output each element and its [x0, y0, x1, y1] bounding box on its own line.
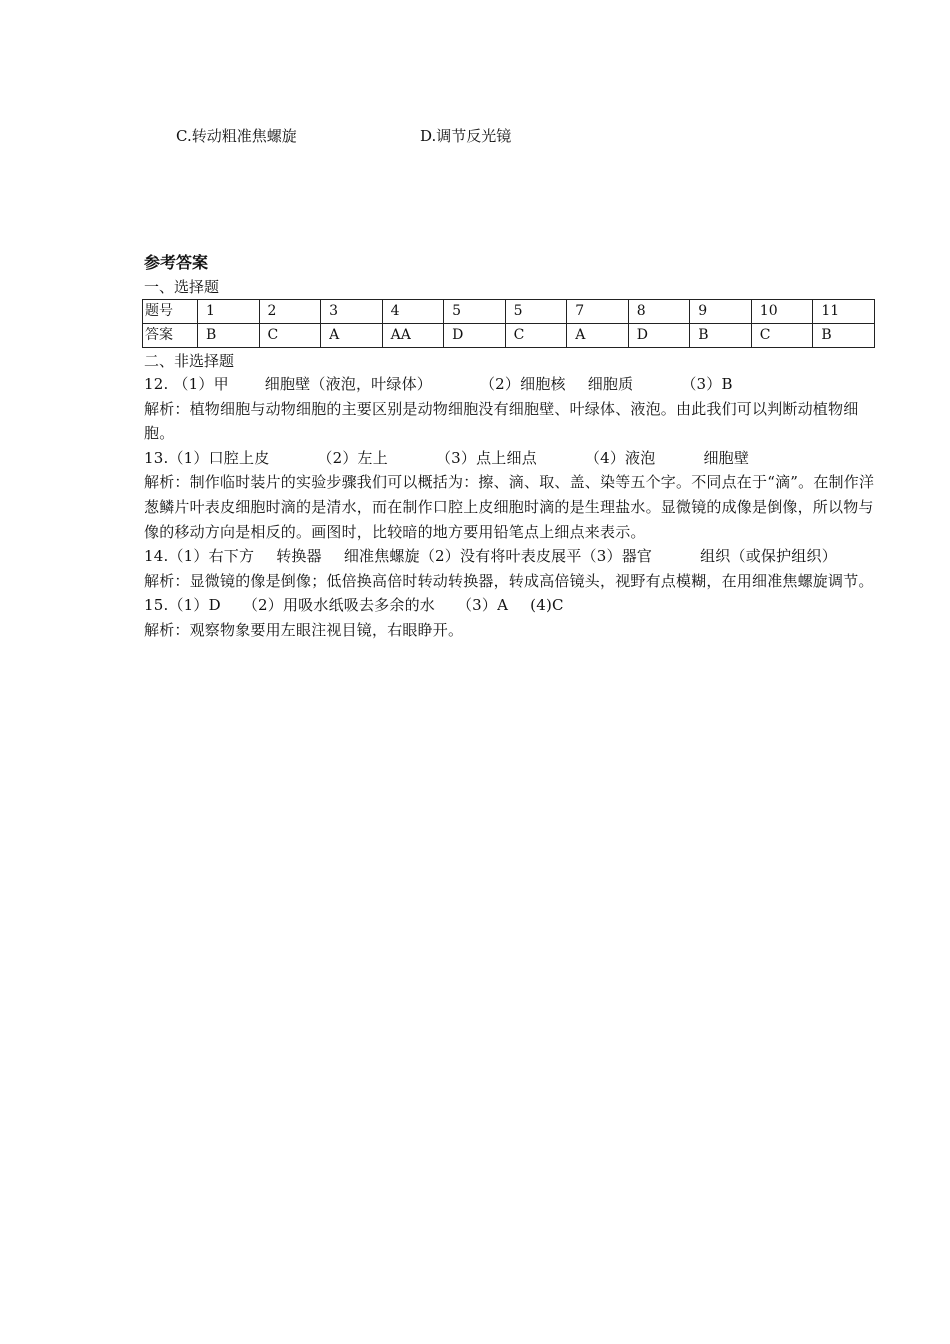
q13-answer [144, 446, 884, 471]
table-cell: 5 [444, 300, 506, 324]
q13-part: （2）左上 [317, 448, 388, 467]
q14-part: 细准焦螺旋（2）没有将叶表皮展平（3）器官 [343, 547, 653, 566]
q12-part: （3）B [681, 375, 733, 393]
table-cell: 9 [690, 300, 752, 324]
table-cell: D [444, 324, 506, 348]
table-cell: B [690, 324, 752, 348]
section-nonchoice-label: 二、非选择题 [144, 352, 235, 370]
table-row-answers [143, 324, 875, 348]
table-cell: A [567, 324, 629, 348]
table-cell: A [321, 324, 383, 348]
q14-answer [144, 544, 884, 569]
q12-analysis: 解析：植物细胞与动物细胞的主要区别是动物细胞没有细胞壁、叶绿体、液泡。由此我们可以判断动植物细胞。 [144, 399, 859, 443]
table-cell: 10 [751, 300, 813, 324]
section-choice-label: 一、选择题 [144, 278, 220, 296]
q13-part: 细胞壁 [703, 448, 750, 467]
table-cell: 1 [198, 300, 260, 324]
table-cell: AA [382, 324, 444, 348]
table-cell: C [751, 324, 813, 348]
table-cell: 11 [813, 300, 875, 324]
table-cell: C [259, 324, 321, 348]
q12-part: 12. （1）甲 [144, 375, 229, 393]
q12-part: 细胞壁（液泡，叶绿体） [264, 375, 432, 393]
answer-key-title: 参考答案 [144, 253, 209, 272]
table-cell: 5 [505, 300, 567, 324]
table-cell: B [198, 324, 260, 348]
table-cell: C [505, 324, 567, 348]
q15-answer [144, 593, 884, 618]
table-cell: 4 [382, 300, 444, 324]
q14-part: 14.（1）右下方 [144, 547, 255, 566]
q15-part: （2）用吸水纸吸去多余的水 [242, 596, 435, 615]
q13-analysis: 解析：制作临时装片的实验步骤我们可以概括为：擦、滴、取、盖、染等五个字。不同点在于“滴”。在制作洋葱鳞片叶表皮细胞时滴的是清水，而在制作口腔上皮细胞时滴的是生理盐水。显微镜的成像是倒像，所以物与像的移动方向是相反的。画图时，比较暗的地方要用铅笔点上细点来表示。 [144, 473, 875, 541]
table-cell: 7 [567, 300, 629, 324]
table-header-cell: 题号 [143, 300, 198, 324]
q15-part: (4)C [530, 596, 564, 615]
table-cell: 8 [628, 300, 690, 324]
option-c: C.转动粗准焦螺旋 [176, 127, 297, 145]
q14-part: 转换器 [276, 547, 322, 566]
answer-key-section [144, 252, 884, 643]
q14-analysis: 解析：显微镜的像是倒像；低倍换高倍时转动转换器，转成高倍镜头，视野有点模糊，在用细准焦螺旋调节。 [144, 571, 874, 590]
q15-part: 15.（1）D [144, 596, 221, 615]
q12-answer [144, 372, 884, 397]
table-header-cell: 答案 [143, 324, 198, 348]
table-cell: 3 [321, 300, 383, 324]
q15-part: （3）A [456, 596, 509, 615]
q13-part: （3）点上细点 [435, 448, 537, 467]
q13-part: 13.（1）口腔上皮 [144, 448, 270, 467]
q12-part: （2）细胞核 [479, 375, 566, 393]
table-cell: 2 [259, 300, 321, 324]
table-cell: D [628, 324, 690, 348]
q15-analysis: 解析：观察物象要用左眼注视目镜，右眼睁开。 [144, 620, 464, 639]
q14-part: 组织（或保护组织） [700, 547, 837, 566]
q13-part: （4）液泡 [584, 448, 656, 467]
table-row-numbers [143, 300, 875, 324]
answer-table [142, 299, 875, 348]
q12-part: 细胞质 [587, 375, 634, 393]
table-cell: B [813, 324, 875, 348]
option-d: D.调节反光镜 [420, 127, 512, 145]
